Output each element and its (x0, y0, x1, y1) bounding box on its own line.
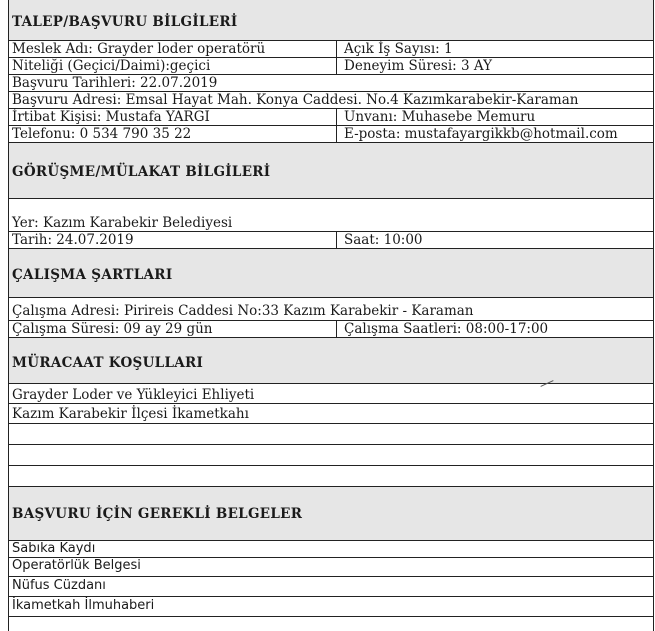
belge-item: İkametkah İlmuhaberi (12, 598, 155, 613)
section-header-muracaat (8, 338, 654, 383)
section-header-talep (8, 0, 654, 40)
section-header-gorusme (8, 143, 654, 198)
calisma-saatleri: Çalışma Saatleri: 08:00-17:00 (344, 321, 549, 337)
belge-item: Sabıka Kaydı (12, 541, 96, 556)
gorusme-heading: GÖRÜŞME/MÜLAKAT BİLGİLERİ (12, 164, 271, 180)
deneyim-suresi: Deneyim Süresi: 3 AY (344, 58, 492, 74)
yer: Yer: Kazım Karabekir Belediyesi (12, 215, 233, 231)
niteligi: Niteliği (Geçici/Daimi):geçici (12, 58, 211, 74)
irtibat-kisisi: İrtibat Kişisi: Mustafa YARGI (12, 109, 210, 125)
meslek-adi: Meslek Adı: Grayder loder operatörü (12, 41, 266, 57)
belge-item: Nüfus Cüzdanı (12, 578, 106, 593)
e-posta: E-posta: mustafayargikkb@hotmail.com (344, 126, 618, 142)
section-header-belgeler (8, 487, 654, 540)
saat: Saat: 10:00 (344, 232, 423, 248)
muracaat-item: Grayder Loder ve Yükleyici Ehliyeti (12, 387, 255, 403)
basvuru-adresi: Başvuru Adresi: Emsal Hayat Mah. Konya Caddesi. No.4 Kazımkarabekir-Karaman (12, 92, 579, 108)
unvani: Unvanı: Muhasebe Memuru (344, 109, 536, 125)
section-header-calisma (8, 249, 654, 297)
telefonu: Telefonu: 0 534 790 35 22 (12, 126, 192, 142)
belgeler-heading: BAŞVURU İÇİN GEREKLİ BELGELER (12, 506, 303, 522)
belge-item: Operatörlük Belgesi (12, 558, 141, 573)
tarih: Tarih: 24.07.2019 (12, 232, 134, 248)
calisma-suresi: Çalışma Süresi: 09 ay 29 gün (12, 321, 213, 337)
muracaat-heading: MÜRACAAT KOŞULLARI (12, 355, 204, 371)
calisma-heading: ÇALIŞMA ŞARTLARI (12, 267, 173, 283)
calisma-adresi: Çalışma Adresi: Pirireis Caddesi No:33 Kazım Karabekir - Karaman (12, 303, 474, 319)
muracaat-item: Kazım Karabekir İlçesi İkametkahı (12, 406, 249, 422)
talep-heading: TALEP/BAŞVURU BİLGİLERİ (12, 14, 238, 30)
acik-is-sayisi: Açık İş Sayısı: 1 (344, 41, 453, 57)
basvuru-tarihleri: Başvuru Tarihleri: 22.07.2019 (12, 75, 218, 91)
